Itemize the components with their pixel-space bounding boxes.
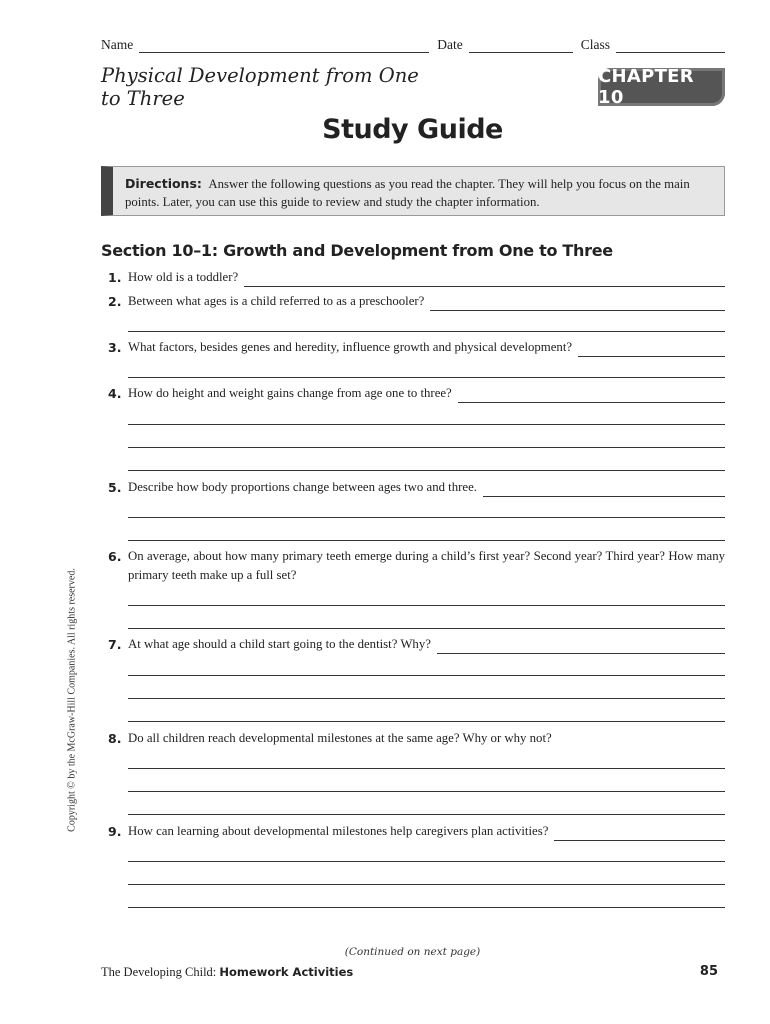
directions-label: Directions: [125, 176, 202, 191]
answer-line[interactable] [128, 470, 725, 471]
question-number: 2. [108, 294, 122, 309]
copyright-notice: Copyright © by the McGraw-Hill Companies. All rights reserved. [66, 568, 78, 832]
footer-section: Homework Activities [219, 965, 354, 979]
answer-line[interactable] [128, 814, 725, 815]
answer-line[interactable] [554, 826, 725, 841]
question-text: Do all children reach developmental milestones at the same age? Why or why not? [128, 731, 552, 745]
question-text: How do height and weight gains change from age one to three? [128, 386, 452, 400]
section-title: Section 10–1: Growth and Development from One to Three [101, 241, 613, 260]
question-2 [108, 292, 725, 311]
continued-note: (Continued on next page) [344, 946, 481, 958]
footer [101, 965, 353, 980]
question-number: 3. [108, 340, 122, 355]
answer-line[interactable] [128, 861, 725, 862]
answer-line[interactable] [483, 482, 725, 497]
answer-line[interactable] [128, 907, 725, 908]
answer-line[interactable] [244, 272, 725, 287]
answer-line[interactable] [128, 377, 725, 378]
question-text: Between what ages is a child referred to as a preschooler? [128, 294, 425, 308]
answer-line[interactable] [128, 698, 725, 699]
answer-line[interactable] [128, 675, 725, 676]
question-text: How can learning about developmental milestones help caregivers plan activities? [128, 824, 549, 838]
answer-line[interactable] [437, 639, 725, 654]
question-text: Describe how body proportions change between ages two and three. [128, 480, 477, 494]
answer-line[interactable] [128, 331, 725, 332]
answer-line[interactable] [128, 791, 725, 792]
answer-line[interactable] [128, 424, 725, 425]
answer-line[interactable] [128, 884, 725, 885]
question-5 [108, 478, 725, 497]
question-text: How old is a toddler? [128, 270, 239, 284]
question-3 [108, 338, 725, 357]
page-title: Study Guide [322, 114, 503, 145]
footer-book: The Developing Child: [101, 965, 217, 979]
chapter-badge: CHAPTER 10 [598, 68, 725, 106]
name-field[interactable] [139, 38, 429, 53]
directions-box [101, 166, 725, 216]
class-label: Class [580, 37, 610, 52]
question-text: What factors, besides genes and heredity, influence growth and physical development? [128, 340, 573, 354]
question-number: 4. [108, 386, 122, 401]
date-field[interactable] [469, 38, 573, 53]
class-field[interactable] [616, 38, 725, 53]
header-fields [101, 33, 725, 53]
question-4 [108, 384, 725, 403]
date-label: Date [437, 37, 463, 52]
question-number: 8. [108, 731, 122, 746]
answer-line[interactable] [128, 768, 725, 769]
question-number: 9. [108, 824, 122, 839]
directions-text: Answer the following questions as you read the chapter. They will help you focus on the main points. Later, you can use this guide to review and study the chapter information. [125, 177, 690, 209]
answer-line[interactable] [128, 605, 725, 606]
question-number: 1. [108, 270, 122, 285]
question-number: 6. [108, 549, 122, 564]
question-7 [108, 635, 725, 654]
answer-line[interactable] [128, 721, 725, 722]
answer-line[interactable] [458, 388, 725, 403]
chapter-title: Physical Development from One to Three [101, 64, 419, 110]
answer-line[interactable] [128, 517, 725, 518]
name-label: Name [101, 37, 134, 52]
question-8 [108, 729, 725, 748]
question-number: 5. [108, 480, 122, 495]
question-1 [108, 268, 725, 287]
page-number: 85 [699, 964, 718, 979]
question-text: At what age should a child start going to the dentist? Why? [128, 637, 431, 651]
answer-line[interactable] [128, 447, 725, 448]
answer-line[interactable] [430, 296, 725, 311]
question-text: On average, about how many primary teeth emerge during a child’s first year? Second year? Third year? How many primary teeth make up a full set? [128, 549, 725, 582]
question-number: 7. [108, 637, 122, 652]
question-9 [108, 822, 725, 841]
answer-line[interactable] [128, 628, 725, 629]
question-6 [108, 547, 725, 585]
answer-line[interactable] [128, 540, 725, 541]
answer-line[interactable] [578, 342, 725, 357]
